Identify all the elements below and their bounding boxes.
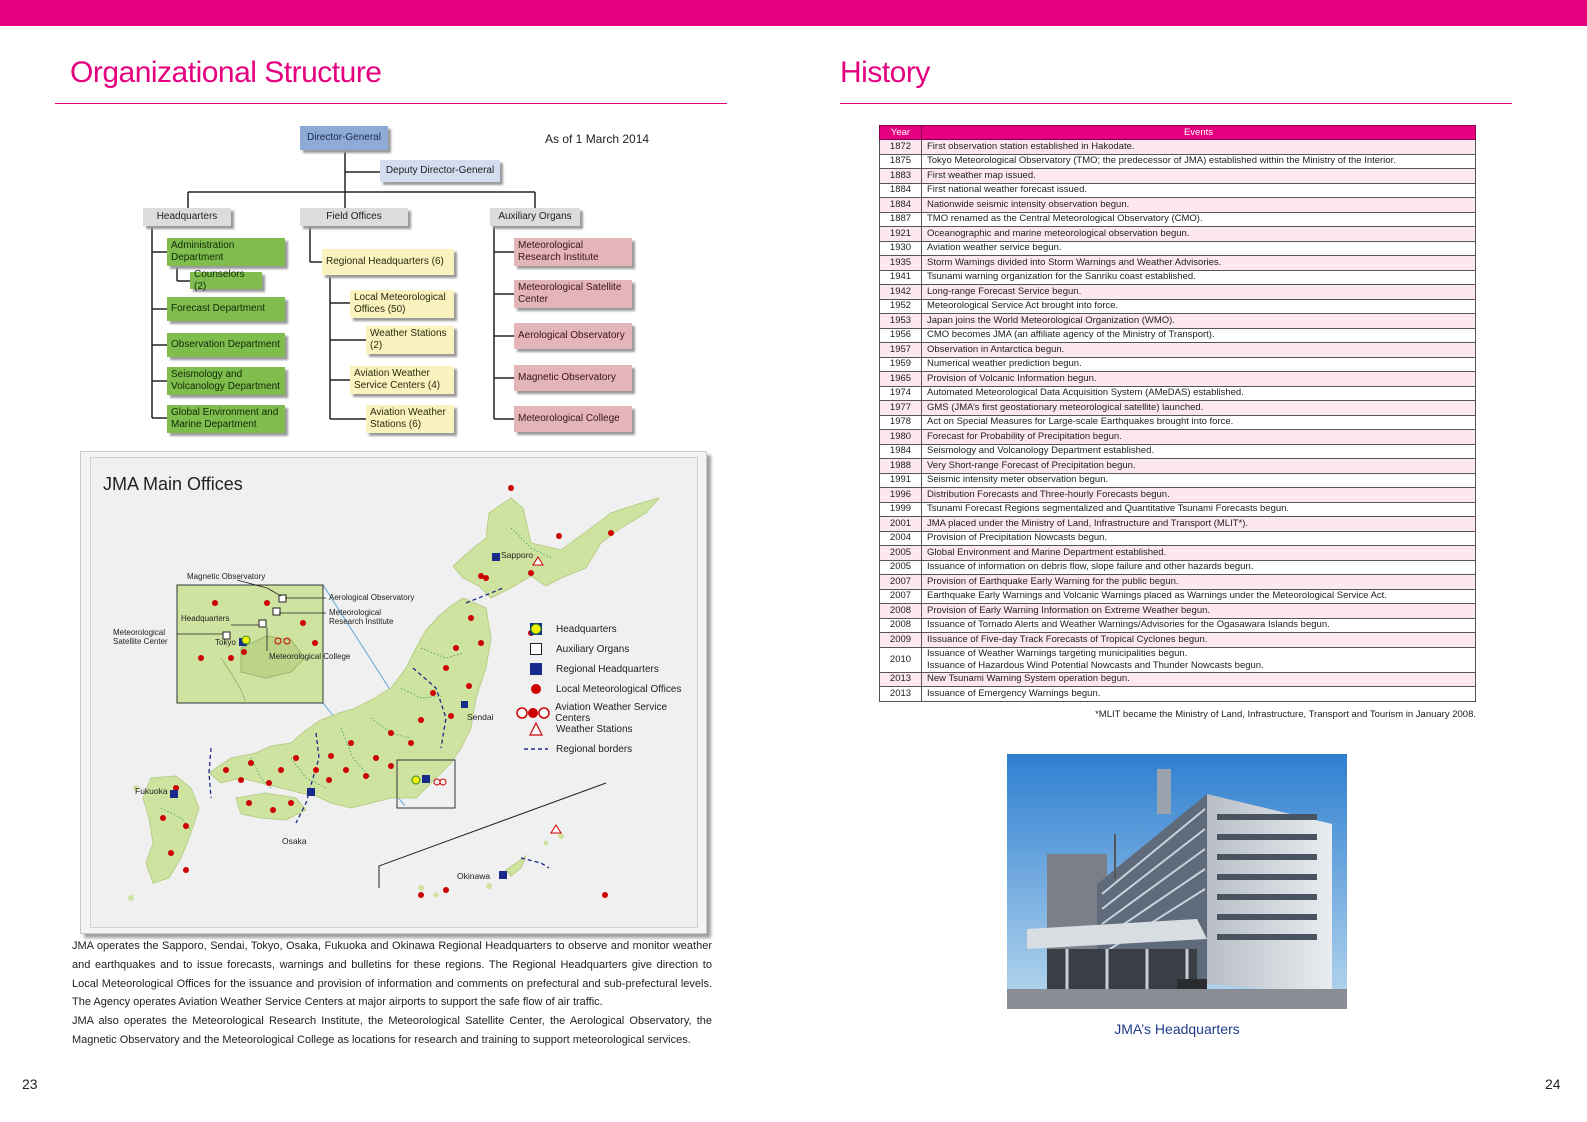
event-cell <box>922 198 1476 213</box>
table-row <box>880 430 1476 445</box>
map-title: JMA Main Offices <box>103 474 243 494</box>
event-text: Meteorological Service Act brought into force. <box>927 300 1119 312</box>
org-seismology-dept: Seismology and Volcanology Department <box>167 367 285 395</box>
table-row <box>880 314 1476 329</box>
building-illustration <box>1007 754 1347 1009</box>
event-text: First observation station established in Hakodate. <box>927 140 1135 152</box>
event-cell <box>922 560 1476 575</box>
legend-regional-borders: Regional borders <box>521 742 632 756</box>
year-cell: 2013 <box>880 687 922 702</box>
table-row <box>880 227 1476 242</box>
event-cell <box>922 401 1476 416</box>
description-paragraph-1: JMA operates the Sapporo, Sendai, Tokyo, Osaka, Fukuoka and Okinawa Regional Headquarters to observe and monitor weather and earthquakes and to issue forecasts, warnings and bulletins for these regions. The Regional Headquarters give direction to Local Meteorological Offices for the issuance and provision of information and comments on prefectural and sub-prefectural levels. The Agency operates Aviation Weather Service Centers at major airports to support the safe flow of air traffic. <box>72 940 712 1009</box>
legend-triangle-icon <box>521 722 551 736</box>
year-cell: 1988 <box>880 459 922 474</box>
table-row <box>880 560 1476 575</box>
legend-local-offices: Local Meteorological Offices <box>521 682 681 696</box>
event-text: Tsunami Forecast Regions segmentalized and Quantitative Tsunami Forecasts begun. <box>927 503 1290 515</box>
table-row <box>880 687 1476 702</box>
table-row <box>880 198 1476 213</box>
event-cell <box>922 531 1476 546</box>
year-cell: 2005 <box>880 546 922 561</box>
org-observation-dept: Observation Department <box>167 333 285 357</box>
year-cell: 1875 <box>880 154 922 169</box>
event-cell <box>922 430 1476 445</box>
field-offices-header: Field Offices <box>300 208 408 226</box>
year-cell: 1952 <box>880 299 922 314</box>
table-row <box>880 169 1476 184</box>
year-cell: 2008 <box>880 618 922 633</box>
event-text: Aviation weather service begun. <box>927 242 1062 254</box>
table-row <box>880 140 1476 155</box>
event-cell <box>922 299 1476 314</box>
year-cell: 1884 <box>880 198 922 213</box>
table-row <box>880 517 1476 532</box>
org-met-college: Meteorological College <box>514 406 632 432</box>
year-cell: 1974 <box>880 386 922 401</box>
event-cell <box>922 270 1476 285</box>
page-number-right: 24 <box>1545 1076 1561 1092</box>
legend-headquarters: Headquarters <box>521 622 617 636</box>
table-row <box>880 502 1476 517</box>
table-row <box>880 473 1476 488</box>
history-title: History <box>840 56 930 89</box>
org-magnetic-obs: Magnetic Observatory <box>514 365 632 391</box>
event-text: Issuance of Tornado Alerts and Weather Warnings/Advisories for the Ogasawara Islands begun. <box>927 619 1330 631</box>
year-cell: 2007 <box>880 575 922 590</box>
year-cell: 2005 <box>880 560 922 575</box>
year-cell: 2007 <box>880 589 922 604</box>
event-cell <box>922 183 1476 198</box>
event-text: Seismic intensity meter observation begun. <box>927 474 1109 486</box>
org-local-met-offices: Local Meteorological Offices (50) <box>350 290 454 318</box>
inset-label-satellite: Meteorological Satellite Center <box>113 628 168 646</box>
table-row <box>880 633 1476 648</box>
event-cell <box>922 241 1476 256</box>
right-title-rule <box>840 103 1512 104</box>
year-cell: 1935 <box>880 256 922 271</box>
table-row <box>880 256 1476 271</box>
table-row <box>880 531 1476 546</box>
year-cell: 1872 <box>880 140 922 155</box>
table-row <box>880 270 1476 285</box>
event-text: Provision of Earthquake Early Warning for the public begun. <box>927 575 1179 587</box>
legend-red-dot-icon <box>521 682 551 696</box>
city-label-sapporo: Sapporo <box>501 550 534 560</box>
city-label-okinawa: Okinawa <box>457 871 491 881</box>
history-table-header <box>880 126 1476 140</box>
legend-regional-hq: Regional Headquarters <box>521 662 659 676</box>
legend-dashed-line-icon <box>521 742 551 756</box>
event-text: Act on Special Measures for Large-scale Earthquakes brought into force. <box>927 416 1234 428</box>
year-cell: 1977 <box>880 401 922 416</box>
table-row <box>880 299 1476 314</box>
year-cell: 2001 <box>880 517 922 532</box>
table-row <box>880 183 1476 198</box>
shikoku-shape <box>236 793 306 820</box>
history-table-body <box>880 140 1476 702</box>
description-paragraph-2: JMA also operates the Meteorological Research Institute, the Meteorological Satellite Center, the Aerological Observatory, the Magnetic Observatory and the Meteorological College as locations for research and training to support meteorological services. <box>72 1015 712 1046</box>
event-cell <box>922 212 1476 227</box>
event-text: Tsunami warning organization for the Sanriku coast established. <box>927 271 1196 283</box>
event-text: CMO becomes JMA (an affiliate agency of the Ministry of Transport). <box>927 329 1215 341</box>
event-cell <box>922 386 1476 401</box>
year-cell: 1942 <box>880 285 922 300</box>
year-cell: 1984 <box>880 444 922 459</box>
event-text: First national weather forecast issued. <box>927 184 1087 196</box>
director-general-box: Director-General <box>300 126 388 150</box>
table-row <box>880 444 1476 459</box>
event-cell <box>922 285 1476 300</box>
year-cell: 1921 <box>880 227 922 242</box>
jma-main-offices-map <box>80 451 707 934</box>
event-cell <box>922 546 1476 561</box>
year-cell: 1965 <box>880 372 922 387</box>
legend-aviation-icon <box>516 706 550 720</box>
legend-auxiliary-icon <box>521 642 551 656</box>
event-text: Numerical weather prediction begun. <box>927 358 1082 370</box>
as-of-date: As of 1 March 2014 <box>545 132 650 146</box>
year-cell: 2004 <box>880 531 922 546</box>
event-text: Storm Warnings divided into Storm Warnings and Weather Advisories. <box>927 256 1222 268</box>
year-cell: 1978 <box>880 415 922 430</box>
year-cell: 1887 <box>880 212 922 227</box>
event-cell <box>922 169 1476 184</box>
page-number-left: 23 <box>22 1076 38 1092</box>
event-text: Issuance of information on debris flow, slope failure and other hazards begun. <box>927 561 1254 573</box>
table-row <box>880 401 1476 416</box>
org-aerological-obs: Aerological Observatory <box>514 323 632 349</box>
event-text: Issuance of Hazardous Wind Potential Nowcasts and Thunder Nowcasts begun. <box>927 659 1264 671</box>
year-cell: 2009 <box>880 633 922 648</box>
table-row <box>880 386 1476 401</box>
table-row <box>880 618 1476 633</box>
event-cell <box>922 672 1476 687</box>
event-cell <box>922 415 1476 430</box>
history-table <box>879 125 1476 702</box>
event-cell <box>922 372 1476 387</box>
event-cell <box>922 154 1476 169</box>
table-row <box>880 285 1476 300</box>
legend-regional-hq-icon <box>521 662 551 676</box>
year-cell: 2008 <box>880 604 922 619</box>
event-cell <box>922 604 1476 619</box>
year-cell: 2010 <box>880 647 922 672</box>
city-label-fukuoka: Fukuoka <box>135 786 168 796</box>
org-research-institute: Meteorological Research Institute <box>514 238 632 266</box>
event-text: Tokyo Meteorological Observatory (TMO; the predecessor of JMA) established within the Ministry of the Interior. <box>927 155 1396 167</box>
event-text: JMA placed under the Ministry of Land, Infrastructure and Transport (MLIT*). <box>927 517 1249 529</box>
year-cell: 1956 <box>880 328 922 343</box>
org-counselors: Counselors (2) <box>190 272 262 289</box>
event-cell <box>922 488 1476 503</box>
event-text: TMO renamed as the Central Meteorological Observatory (CMO). <box>927 213 1203 225</box>
year-column-header: Year <box>880 126 922 140</box>
events-column-header: Events <box>922 126 1476 140</box>
event-cell <box>922 502 1476 517</box>
legend-aviation-centers: Aviation Weather Service Centers <box>516 702 697 724</box>
event-cell <box>922 343 1476 358</box>
event-text: Oceanographic and marine meteorological observation begun. <box>927 227 1190 239</box>
inset-label-headquarters: Headquarters <box>181 614 230 623</box>
year-cell: 1996 <box>880 488 922 503</box>
inset-label-aerological: Aerological Observatory <box>329 593 415 602</box>
inset-label-college: Meteorological College <box>269 652 351 661</box>
event-text: Automated Meteorological Data Acquisition System (AMeDAS) established. <box>927 387 1244 399</box>
year-cell: 1991 <box>880 473 922 488</box>
table-row <box>880 415 1476 430</box>
event-text: Very Short-range Forecast of Precipitation begun. <box>927 459 1136 471</box>
table-row <box>880 672 1476 687</box>
event-cell <box>922 647 1476 672</box>
table-row <box>880 589 1476 604</box>
table-row <box>880 241 1476 256</box>
org-global-env-dept: Global Environment and Marine Department <box>167 405 285 433</box>
table-row <box>880 604 1476 619</box>
event-text: Nationwide seismic intensity observation begun. <box>927 198 1130 210</box>
org-aviation-stations: Aviation Weather Stations (6) <box>366 405 454 433</box>
table-row <box>880 647 1476 672</box>
event-cell <box>922 589 1476 604</box>
inset-label-tokyo: Tokyo <box>215 638 236 647</box>
city-label-sendai: Sendai <box>467 712 494 722</box>
event-cell <box>922 328 1476 343</box>
event-cell <box>922 517 1476 532</box>
year-cell: 1999 <box>880 502 922 517</box>
table-row <box>880 154 1476 169</box>
event-cell <box>922 473 1476 488</box>
event-text: Seismology and Volcanology Department established. <box>927 445 1155 457</box>
event-cell <box>922 633 1476 648</box>
event-text: Japan joins the World Meteorological Organization (WMO). <box>927 314 1175 326</box>
event-text: Forecast for Probability of Precipitation begun. <box>927 430 1122 442</box>
deputy-director-box: Deputy Director-General <box>380 160 500 182</box>
city-label-osaka: Osaka <box>282 836 307 846</box>
event-cell <box>922 357 1476 372</box>
year-cell: 1953 <box>880 314 922 329</box>
year-cell: 1883 <box>880 169 922 184</box>
event-text: Provision of Precipitation Nowcasts begun. <box>927 532 1108 544</box>
jma-headquarters-photo <box>1007 754 1347 1009</box>
org-structure-title: Organizational Structure <box>70 56 382 89</box>
event-text: IIssuance of Five-day Track Forecasts of Tropical Cyclones begun. <box>927 633 1208 645</box>
event-cell <box>922 227 1476 242</box>
org-satellite-center: Meteorological Satellite Center <box>514 280 632 308</box>
event-text: Issuance of Weather Warnings targeting municipalities begun. <box>927 647 1188 659</box>
table-row <box>880 212 1476 227</box>
event-cell <box>922 444 1476 459</box>
event-text: Issuance of Emergency Warnings begun. <box>927 687 1101 699</box>
event-cell <box>922 140 1476 155</box>
event-cell <box>922 314 1476 329</box>
org-weather-stations: Weather Stations (2) <box>366 326 454 354</box>
event-text: First weather map issued. <box>927 169 1036 181</box>
headquarters-header: Headquarters <box>143 208 231 226</box>
event-text: Distribution Forecasts and Three-hourly Forecasts begun. <box>927 488 1170 500</box>
event-text: New Tsunami Warning System operation begun. <box>927 673 1130 685</box>
org-forecast-dept: Forecast Department <box>167 297 285 321</box>
table-row <box>880 372 1476 387</box>
event-cell <box>922 687 1476 702</box>
year-cell: 1884 <box>880 183 922 198</box>
event-text: Provision of Early Warning Information on Extreme Weather begun. <box>927 604 1211 616</box>
event-text: Provision of Volcanic Information begun. <box>927 372 1097 384</box>
auxiliary-organs-header: Auxiliary Organs <box>490 208 580 226</box>
table-row <box>880 343 1476 358</box>
year-cell: 1959 <box>880 357 922 372</box>
table-row <box>880 357 1476 372</box>
table-row <box>880 459 1476 474</box>
legend-auxiliary: Auxiliary Organs <box>521 642 629 656</box>
event-cell <box>922 618 1476 633</box>
year-cell: 1941 <box>880 270 922 285</box>
year-cell: 2013 <box>880 672 922 687</box>
org-regional-hq: Regional Headquarters (6) <box>322 249 454 275</box>
org-admin-dept: Administration Department <box>167 238 285 266</box>
year-cell: 1957 <box>880 343 922 358</box>
event-text: Long-range Forecast Service begun. <box>927 285 1082 297</box>
table-row <box>880 328 1476 343</box>
photo-caption: JMA’s Headquarters <box>1114 1021 1240 1037</box>
legend-hq-icon <box>521 622 551 636</box>
year-cell: 1980 <box>880 430 922 445</box>
event-cell <box>922 256 1476 271</box>
event-cell <box>922 459 1476 474</box>
event-text: Earthquake Early Warnings and Volcanic Warnings placed as Warnings under the Meteorological Service Act. <box>927 590 1387 602</box>
year-cell: 1930 <box>880 241 922 256</box>
inset-label-research: Meteorological Research Institute <box>329 608 394 626</box>
event-cell <box>922 575 1476 590</box>
table-row <box>880 546 1476 561</box>
map-panel <box>90 457 698 928</box>
mlit-footnote: *MLIT became the Ministry of Land, Infrastructure, Transport and Tourism in January 2008. <box>1095 709 1476 720</box>
description-paragraphs <box>72 937 712 1050</box>
legend-weather-stations: Weather Stations <box>521 722 633 736</box>
event-text: GMS (JMA’s first geostationary meteorological satellite) launched. <box>927 401 1204 413</box>
table-row <box>880 488 1476 503</box>
event-text: Global Environment and Marine Department established. <box>927 546 1167 558</box>
hokkaido-shape <box>453 498 659 598</box>
event-text: Observation in Antarctica begun. <box>927 343 1065 355</box>
table-row <box>880 575 1476 590</box>
org-aviation-centers: Aviation Weather Service Centers (4) <box>350 366 454 394</box>
inset-label-magnetic: Magnetic Observatory <box>187 572 266 581</box>
